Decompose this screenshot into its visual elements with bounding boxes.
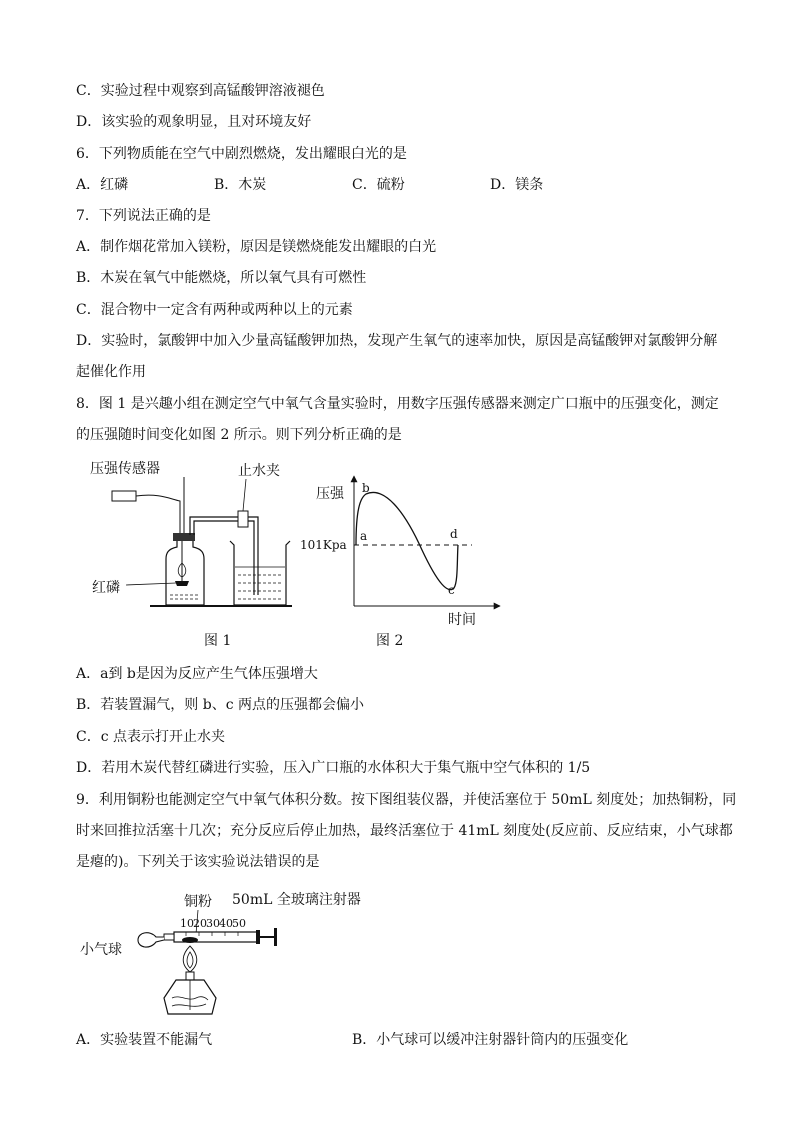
q6-option-d: D．镁条	[490, 177, 544, 193]
scale-tick-30: 30	[206, 917, 220, 930]
q7-option-d-line1: D．实验时，氯酸钾中加入少量高锰酸钾加热，发现产生氧气的速率加快，原因是高锰酸钾对氯酸钾分解	[76, 333, 718, 349]
label-syringe: 50mL 全玻璃注射器	[232, 892, 361, 908]
scale-tick-10: 10	[180, 917, 194, 930]
pressure-curve	[356, 492, 458, 589]
copper-powder	[182, 937, 198, 943]
point-c-label: c	[448, 583, 455, 597]
q9-option-b: B．小气球可以缓冲注射器针筒内的压强变化	[352, 1032, 629, 1048]
q9-option-a: A．实验装置不能漏气	[76, 1032, 213, 1048]
q8-option-a: A．a到 b是因为反应产生气体压强增大	[76, 666, 318, 682]
balloon-icon	[138, 933, 164, 947]
label-red-phosphorus: 红磷	[92, 580, 120, 596]
point-d-label: d	[450, 527, 458, 541]
point-a-label: a	[360, 529, 368, 543]
q6-option-a: A．红磷	[76, 177, 129, 193]
syringe-piston	[256, 930, 260, 944]
label-pressure-sensor: 压强传感器	[90, 461, 160, 477]
x-axis-label: 时间	[448, 612, 476, 628]
syringe-nozzle	[164, 934, 174, 940]
scale-tick-20: 20	[193, 917, 207, 930]
q6-option-c: C．硫粉	[352, 177, 405, 193]
q8-stem-line2: 的压强随时间变化如图 2 所示。则下列分析正确的是	[76, 427, 402, 443]
reference-pressure-label: 101Kpa	[300, 538, 347, 552]
scale-tick-50: 50	[232, 917, 246, 930]
q8-option-c: C．c 点表示打开止水夹	[76, 729, 226, 745]
figure1-caption: 图 1	[204, 633, 232, 649]
q7-option-a: A．制作烟花常加入镁粉，原因是镁燃烧能发出耀眼的白光	[76, 239, 437, 255]
figure2-caption: 图 2	[376, 633, 404, 649]
label-copper-powder: 铜粉	[184, 894, 212, 910]
q7-option-d-line2: 起催化作用	[76, 364, 146, 380]
q9-stem-line2: 时来回推拉活塞十几次；充分反应后停止加热，最终活塞位于 41mL 刻度处(反应前、反应结束，小气球都	[76, 823, 733, 839]
q8-option-d: D．若用木炭代替红磷进行实验，压入广口瓶的水体积大于集气瓶中空气体积的 1/5	[76, 760, 591, 776]
q7-option-b: B．木炭在氧气中能燃烧，所以氧气具有可燃性	[76, 270, 367, 286]
y-axis-label: 压强	[316, 486, 344, 502]
q7-option-c: C．混合物中一定含有两种或两种以上的元素	[76, 302, 353, 318]
prev-option-c: C．实验过程中观察到高锰酸钾溶液褪色	[76, 83, 325, 99]
q9-syringe-figure	[76, 880, 376, 1030]
q8-figure2-curve	[300, 470, 512, 628]
prev-option-d: D．该实验的观象明显，且对环境友好	[76, 114, 312, 130]
q6-option-b: B．木炭	[214, 177, 267, 193]
scale-tick-40: 40	[219, 917, 233, 930]
combustion-spoon	[175, 581, 189, 586]
q8-option-b: B．若装置漏气，则 b、c 两点的压强都会偏小	[76, 697, 364, 713]
beaker	[230, 541, 290, 605]
label-balloon: 小气球	[80, 942, 122, 958]
q9-stem-line1: 9．利用铜粉也能测定空气中氧气体积分数。按下图组装仪器，并使活塞位于 50mL 刻度处；加热铜粉，同	[76, 792, 737, 808]
plunger-handle	[274, 928, 277, 946]
q8-figure1-apparatus	[80, 455, 310, 635]
q8-stem-line1: 8．图 1 是兴趣小组在测定空气中氧气含量实验时，用数字压强传感器来测定广口瓶中的压强变化，测定	[76, 396, 719, 412]
sensor-wire	[136, 495, 180, 525]
q6-stem: 6．下列物质能在空气中剧烈燃烧，发出耀眼白光的是	[76, 146, 407, 162]
water-stop-clamp	[238, 511, 248, 527]
wide-mouth-bottle	[166, 541, 204, 605]
label-water-clamp: 止水夹	[238, 463, 280, 479]
bottle-stopper	[173, 533, 195, 541]
q7-stem: 7．下列说法正确的是	[76, 208, 211, 224]
point-b-label: b	[362, 481, 370, 495]
lamp-wick-holder	[186, 972, 194, 980]
q9-stem-line3: 是瘪的)。下列关于该实验说法错误的是	[76, 854, 320, 870]
sensor-box	[112, 491, 136, 501]
